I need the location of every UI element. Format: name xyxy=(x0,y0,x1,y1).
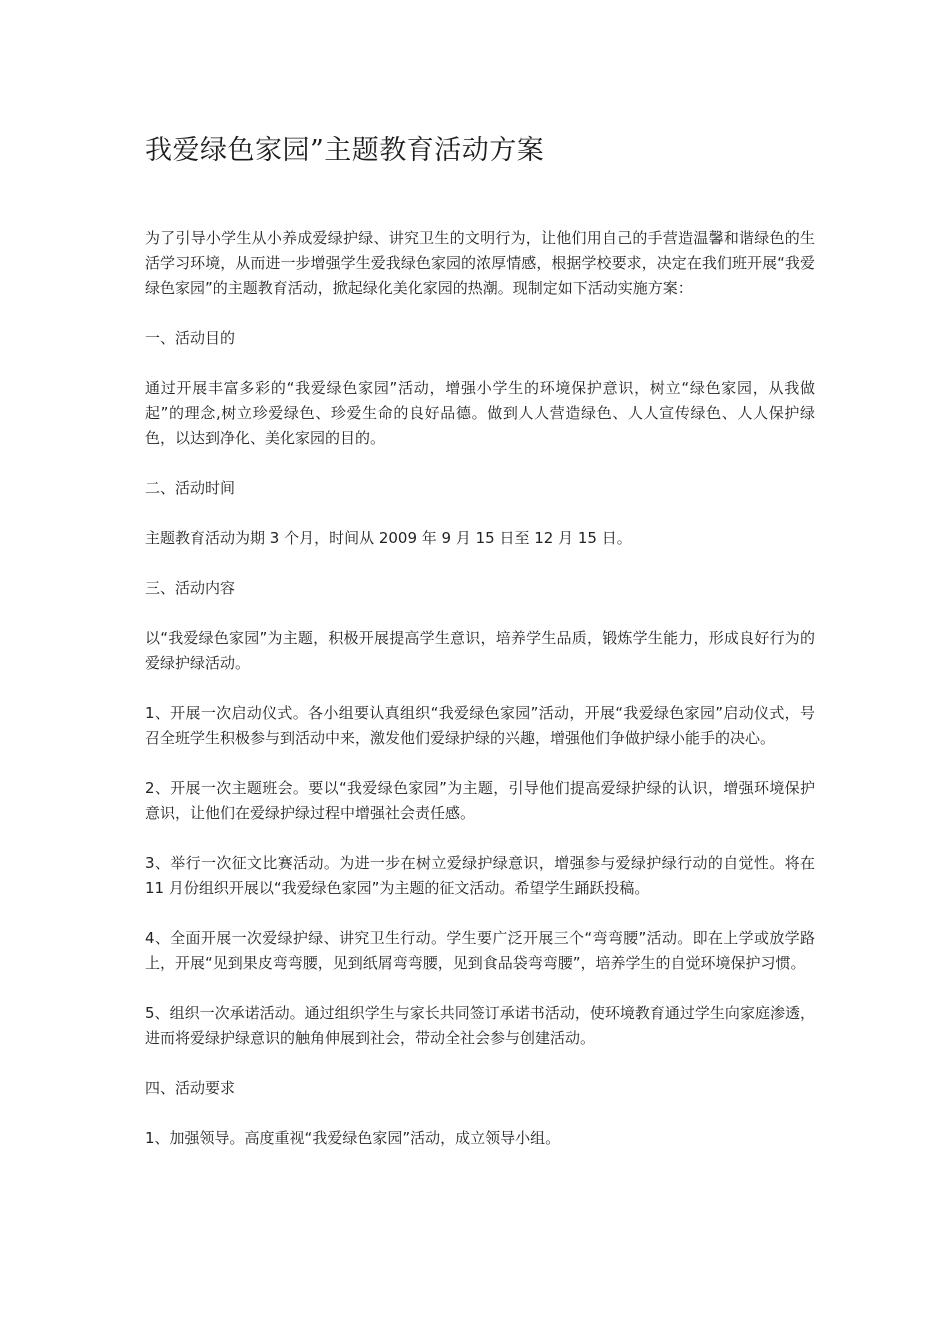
requirement-item-1: 1、加强领导。高度重视“我爱绿色家园”活动，成立领导小组。 xyxy=(145,1129,561,1147)
content-item-3: 3、举行一次征文比赛活动。为进一步在树立爱绿护绿意识，增强参与爱绿护绿行动的自觉性。将在 11 月份组织开展以“我爱绿色家园”为主题的征文活动。希望学生踊跃投稿。 xyxy=(145,854,815,897)
intro-paragraph: 为了引导小学生从小养成爱绿护绿、讲究卫生的文明行为，让他们用自己的手营造温馨和谐绿色的生活学习环境，从而进一步增强学生爱我绿色家园的浓厚情感，根据学校要求，决定在我们班开展“我爱绿色家园”的主题教育活动，掀起绿化美化家园的热潮。现制定如下活动实施方案： xyxy=(145,229,815,297)
section-heading-time: 二、活动时间 xyxy=(145,479,236,497)
document-body xyxy=(145,226,815,1176)
content-item-1: 1、开展一次启动仪式。各小组要认真组织“我爱绿色家园”活动，开展“我爱绿色家园”启动仪式，号召全班学生积极参与到活动中来，激发他们爱绿护绿的兴趣，增强他们争做护绿小能手的决心。 xyxy=(145,704,815,747)
content-item-2: 2、开展一次主题班会。要以“我爱绿色家园”为主题，引导他们提高爱绿护绿的认识，增强环境保护意识，让他们在爱绿护绿过程中增强社会责任感。 xyxy=(145,779,815,822)
purpose-paragraph: 通过开展丰富多彩的“我爱绿色家园”活动，增强小学生的环境保护意识，树立“绿色家园，从我做起”的理念,树立珍爱绿色、珍爱生命的良好品德。做到人人营造绿色、人人宣传绿色、人人保护绿色，以达到净化、美化家园的目的。 xyxy=(145,379,815,447)
document-title: 我爱绿色家园”主题教育活动方案 xyxy=(145,135,545,166)
content-item-5: 5、组织一次承诺活动。通过组织学生与家长共同签订承诺书活动，使环境教育通过学生向家庭渗透，进而将爱绿护绿意识的触角伸展到社会，带动全社会参与创建活动。 xyxy=(145,1004,815,1047)
section-heading-requirements: 四、活动要求 xyxy=(145,1079,236,1097)
time-paragraph: 主题教育活动为期 3 个月，时间从 2009 年 9 月 15 日至 12 月 15 日。 xyxy=(145,529,632,547)
section-heading-purpose: 一、活动目的 xyxy=(145,329,236,347)
content-item-4: 4、全面开展一次爱绿护绿、讲究卫生行动。学生要广泛开展三个“弯弯腰”活动。即在上学或放学路上，开展“见到果皮弯弯腰，见到纸屑弯弯腰，见到食品袋弯弯腰”，培养学生的自觉环境保护习惯。 xyxy=(145,929,815,972)
content-paragraph: 以“我爱绿色家园”为主题，积极开展提高学生意识，培养学生品质，锻炼学生能力，形成良好行为的爱绿护绿活动。 xyxy=(145,629,815,672)
section-heading-content: 三、活动内容 xyxy=(145,579,236,597)
